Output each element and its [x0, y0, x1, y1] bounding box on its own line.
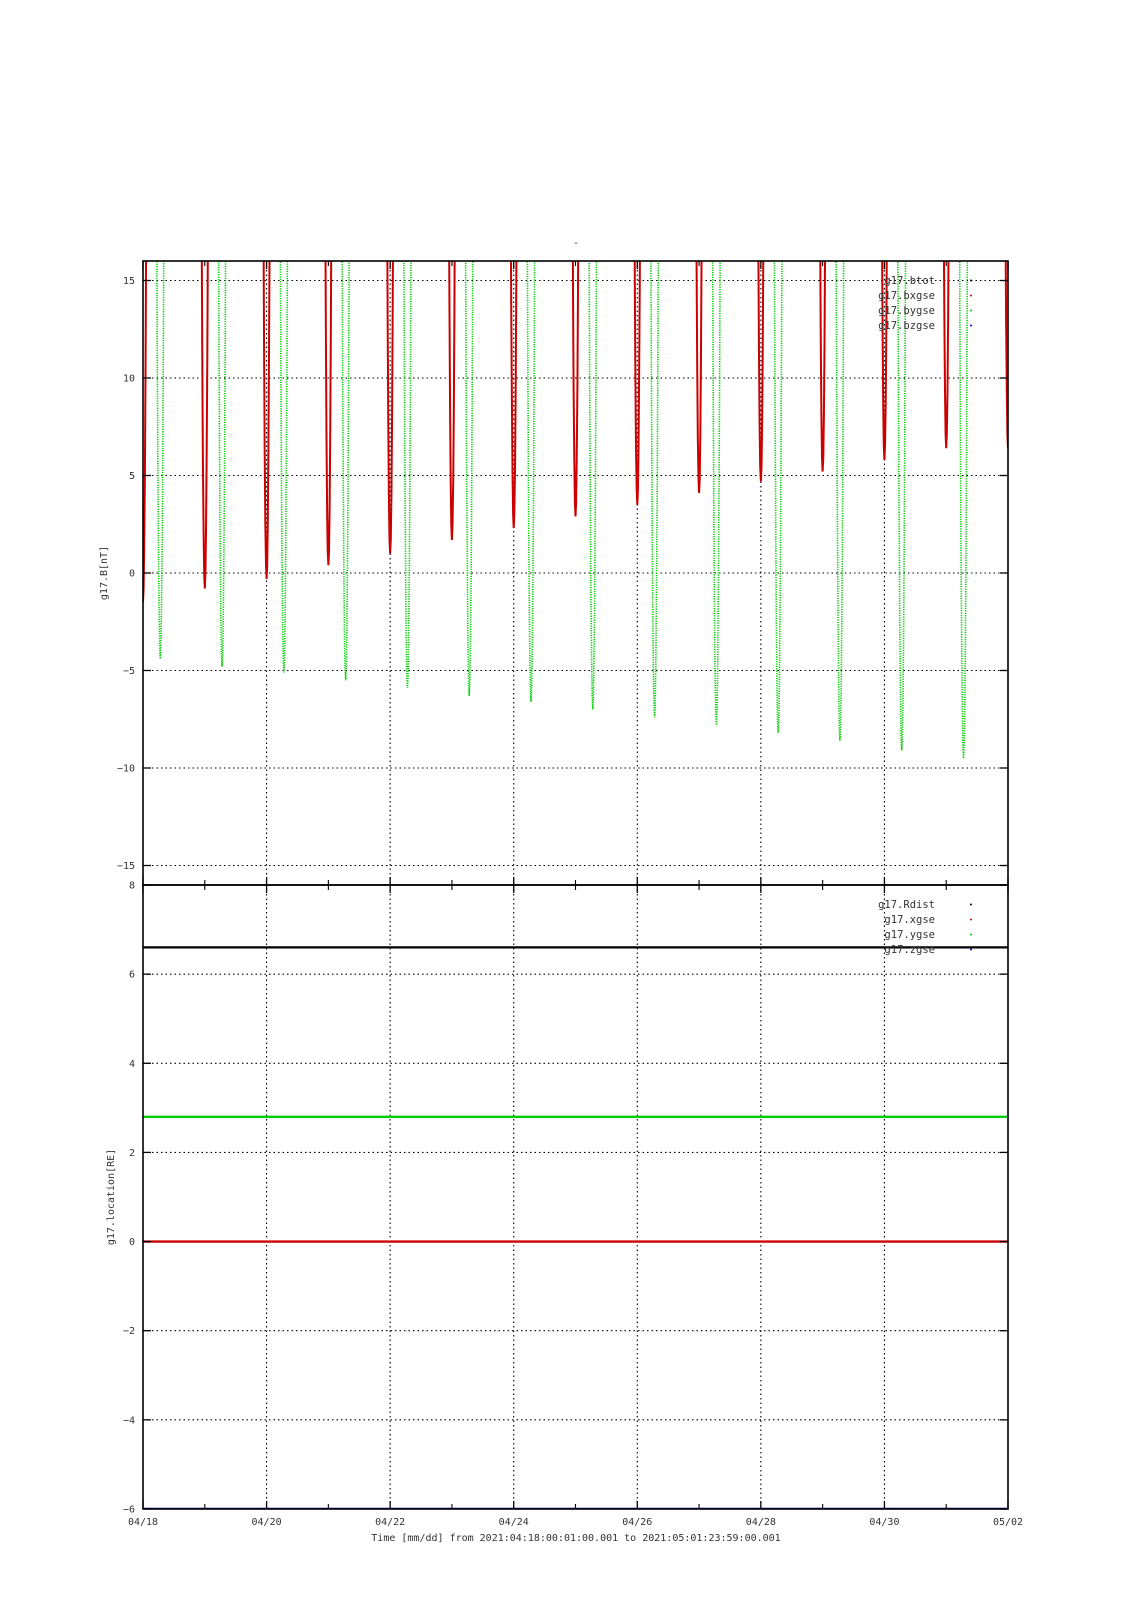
- y-tick-label: 5: [128, 471, 135, 482]
- legend-marker: [970, 310, 972, 312]
- legend-entry: g17.zgse: [884, 944, 935, 956]
- x-tick-label: 04/28: [745, 1517, 776, 1528]
- panel-2-series-group: [143, 947, 1008, 1509]
- panel-1-ylabel: g17.B[nT]: [99, 545, 110, 601]
- panel-1-plot-area: [143, 0, 1008, 758]
- y-tick-label: −6: [122, 1504, 135, 1516]
- legend-marker: [970, 325, 972, 327]
- y-tick-label: 2: [128, 1147, 135, 1159]
- legend-entry: g17.xgse: [884, 914, 935, 926]
- legend-entry: g17.bxgse: [878, 290, 935, 302]
- legend-entry: g17.Rdist: [878, 899, 935, 911]
- y-tick-label: 8: [128, 880, 135, 892]
- y-tick-label: 10: [122, 373, 135, 385]
- x-tick-label: 04/24: [498, 1517, 529, 1528]
- legend-entry: g17.ygse: [884, 929, 935, 941]
- chart-title: -: [572, 238, 580, 249]
- legend-marker: [970, 949, 972, 951]
- legend-entry: g17.btot: [884, 275, 935, 287]
- x-tick-label: 04/18: [127, 1517, 159, 1528]
- y-tick-label: −2: [122, 1326, 135, 1338]
- panel-1-grid: [143, 261, 1008, 885]
- legend-marker: [970, 295, 972, 297]
- series-g17-bygse: [143, 0, 1008, 758]
- panel-location: [106, 881, 1008, 1516]
- y-tick-label: 0: [128, 1237, 135, 1249]
- panel-1-series-group: [143, 0, 1008, 758]
- x-tick-label: 04/30: [869, 1517, 900, 1528]
- y-tick-label: −4: [122, 1415, 135, 1427]
- legend-marker: [970, 904, 972, 906]
- panel-2-ylabel: g17.location[RE]: [106, 1148, 117, 1246]
- panel-2-frame: [143, 885, 1008, 1509]
- legend-entry: g17.bygse: [878, 305, 935, 317]
- y-tick-label: 0: [128, 568, 135, 580]
- x-tick-labels: [128, 1517, 1023, 1528]
- x-tick-label: 05/02: [992, 1517, 1024, 1528]
- y-tick-label: 15: [122, 276, 135, 287]
- x-tick-label: 04/20: [251, 1517, 282, 1528]
- x-tick-label: 04/26: [622, 1517, 653, 1528]
- legend-marker: [970, 919, 972, 921]
- panel-1-legend: [878, 275, 972, 332]
- y-tick-label: 6: [128, 969, 135, 981]
- x-axis-label: [371, 1533, 780, 1544]
- panel-2-grid: [143, 885, 1008, 1509]
- legend-marker: [970, 934, 972, 936]
- y-tick-label: −10: [116, 763, 135, 775]
- x-axis-title: Time [mm/dd]: [371, 1533, 444, 1544]
- legend-marker: [970, 280, 972, 282]
- y-tick-label: −5: [122, 666, 135, 677]
- y-tick-label: −15: [116, 861, 135, 872]
- panel-2-plot-area: [143, 947, 1008, 1509]
- x-tick-label: 04/22: [375, 1517, 406, 1528]
- y-tick-label: 4: [128, 1058, 135, 1070]
- time-range-text: from 2021:04:18:00:01:00.001 to 2021:05:01:23:59:00.001: [449, 1533, 781, 1544]
- legend-entry: g17.bzgse: [878, 320, 935, 332]
- panel-magnetic-field: [99, 0, 1008, 885]
